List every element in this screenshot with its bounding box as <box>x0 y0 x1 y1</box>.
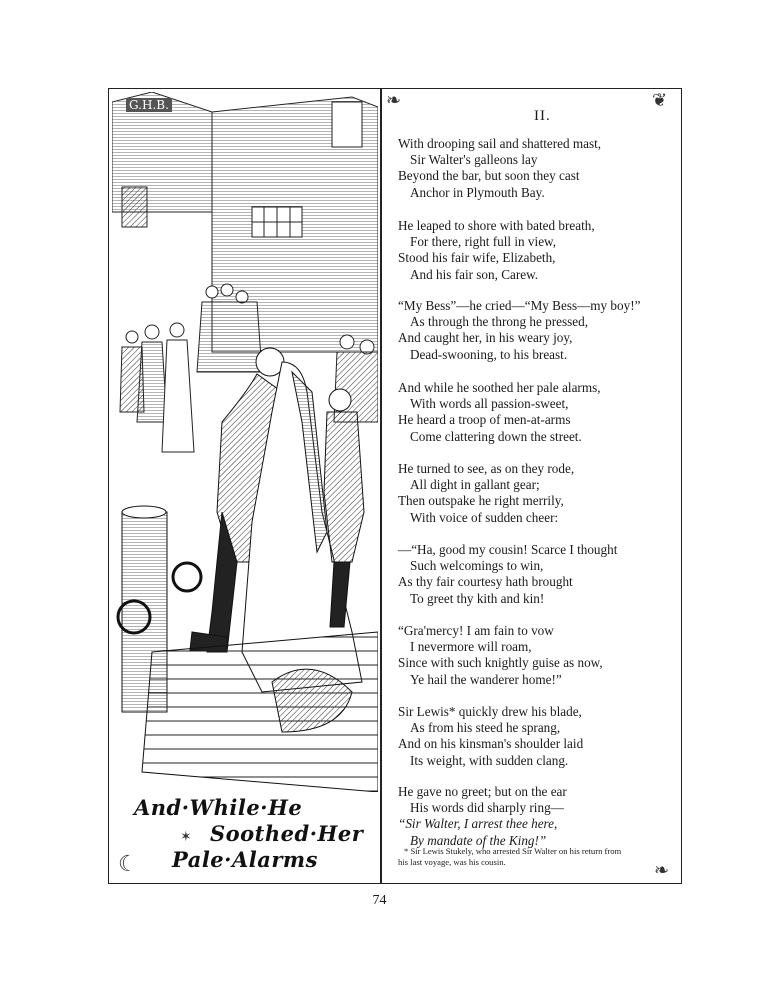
window-left <box>122 187 147 227</box>
verse-line: —“Ha, good my cousin! Scarce I thought <box>398 542 618 557</box>
footnote-line-2: his last voyage, was his cousin. <box>398 856 506 867</box>
verse-line: With drooping sail and shattered mast, <box>398 136 602 151</box>
caption-line-3: Pale·Alarms <box>172 847 318 872</box>
verse-line: Beyond the bar, but soon they cast <box>398 168 580 184</box>
verse-line: Dead-swooning, to his breast. <box>410 346 568 362</box>
verse-line: He heard a troop of men-at-arms <box>398 412 571 428</box>
flourish-bottom-right-icon: ❧ <box>654 860 670 880</box>
verse-line: Then outspake he right merrily, <box>398 493 564 509</box>
verse-line: I nevermore will roam, <box>410 639 532 655</box>
illustration <box>112 92 378 880</box>
engraving-scene <box>112 92 378 880</box>
verse-line: With voice of sudden cheer: <box>410 509 559 525</box>
column-divider <box>380 88 382 884</box>
verse-line: All dight in gallant gear; <box>410 477 540 493</box>
verse-line: His words did sharply ring— <box>410 800 564 816</box>
verse-line: As thy fair courtesy hath brought <box>398 574 573 590</box>
verse-line: Anchor in Plymouth Bay. <box>410 184 545 200</box>
stanza-4 <box>398 380 676 445</box>
verse-line: As from his steed he sprang, <box>410 720 561 736</box>
verse-line: Since with such knightly guise as now, <box>398 655 603 671</box>
verse-line: And caught her, in his weary joy, <box>398 330 573 346</box>
verse-line: Come clattering down the street. <box>410 428 582 444</box>
verse-line: “Sir Walter, I arrest thee here, <box>398 816 558 832</box>
verse-line: And while he soothed her pale alarms, <box>398 380 601 395</box>
verse-line: With words all passion-sweet, <box>410 396 569 412</box>
stanza-8 <box>398 704 676 769</box>
verse-line: He leaped to shore with bated breath, <box>398 218 595 233</box>
verse-line: He turned to see, as on they rode, <box>398 461 575 476</box>
stanza-5 <box>398 461 676 526</box>
verse-line: Its weight, with sudden clang. <box>410 752 569 768</box>
verse-line: “Gra'mercy! I am fain to vow <box>398 623 554 638</box>
stanza-9 <box>398 784 676 849</box>
stanza-6 <box>398 542 676 607</box>
footnote-line-1: * Sir Lewis Stukely, who arrested Sir Walter on his return from <box>404 846 622 856</box>
verse-line: For there, right full in view, <box>410 234 557 250</box>
page-number: 74 <box>372 893 387 908</box>
verse-line: Ye hail the wanderer home!” <box>410 671 562 687</box>
flourish-top-right-icon: ❦ <box>652 90 668 110</box>
verse-line: “My Bess”—he cried—“My Bess—my boy!” <box>398 298 641 313</box>
star-ornament-icon: ✶ <box>180 830 192 845</box>
verse-line: As through the throng he pressed, <box>410 314 588 330</box>
verse-line: Sir Walter's galleons lay <box>410 152 538 168</box>
stanza-2 <box>398 218 676 283</box>
stanza-3 <box>398 298 676 363</box>
verse-line: By mandate of the King!” <box>410 832 547 848</box>
stanza-7 <box>398 623 676 688</box>
section-number: II. <box>534 108 551 124</box>
illustration-caption <box>118 795 368 883</box>
verse-line: He gave no greet; but on the ear <box>398 784 567 799</box>
crescent-ornament-icon: ☾ <box>118 851 138 876</box>
tower-window <box>332 102 362 147</box>
caption-line-1: And·While·He <box>134 795 303 820</box>
verse-line: Such welcomings to win, <box>410 558 544 574</box>
monogram: G.H.B. <box>126 98 172 112</box>
stanza-1 <box>398 136 676 201</box>
flourish-top-left-icon: ❧ <box>386 90 402 110</box>
gangplank <box>142 632 378 792</box>
footnote <box>398 846 678 867</box>
verse-line: Sir Lewis* quickly drew his blade, <box>398 704 582 719</box>
verse-line: And on his kinsman's shoulder laid <box>398 736 584 752</box>
verse-line: And his fair son, Carew. <box>410 266 539 282</box>
poem-column <box>398 92 676 880</box>
caption-line-2: Soothed·Her <box>210 821 364 846</box>
verse-line: Stood his fair wife, Elizabeth, <box>398 250 556 266</box>
verse-line: To greet thy kith and kin! <box>410 590 545 606</box>
